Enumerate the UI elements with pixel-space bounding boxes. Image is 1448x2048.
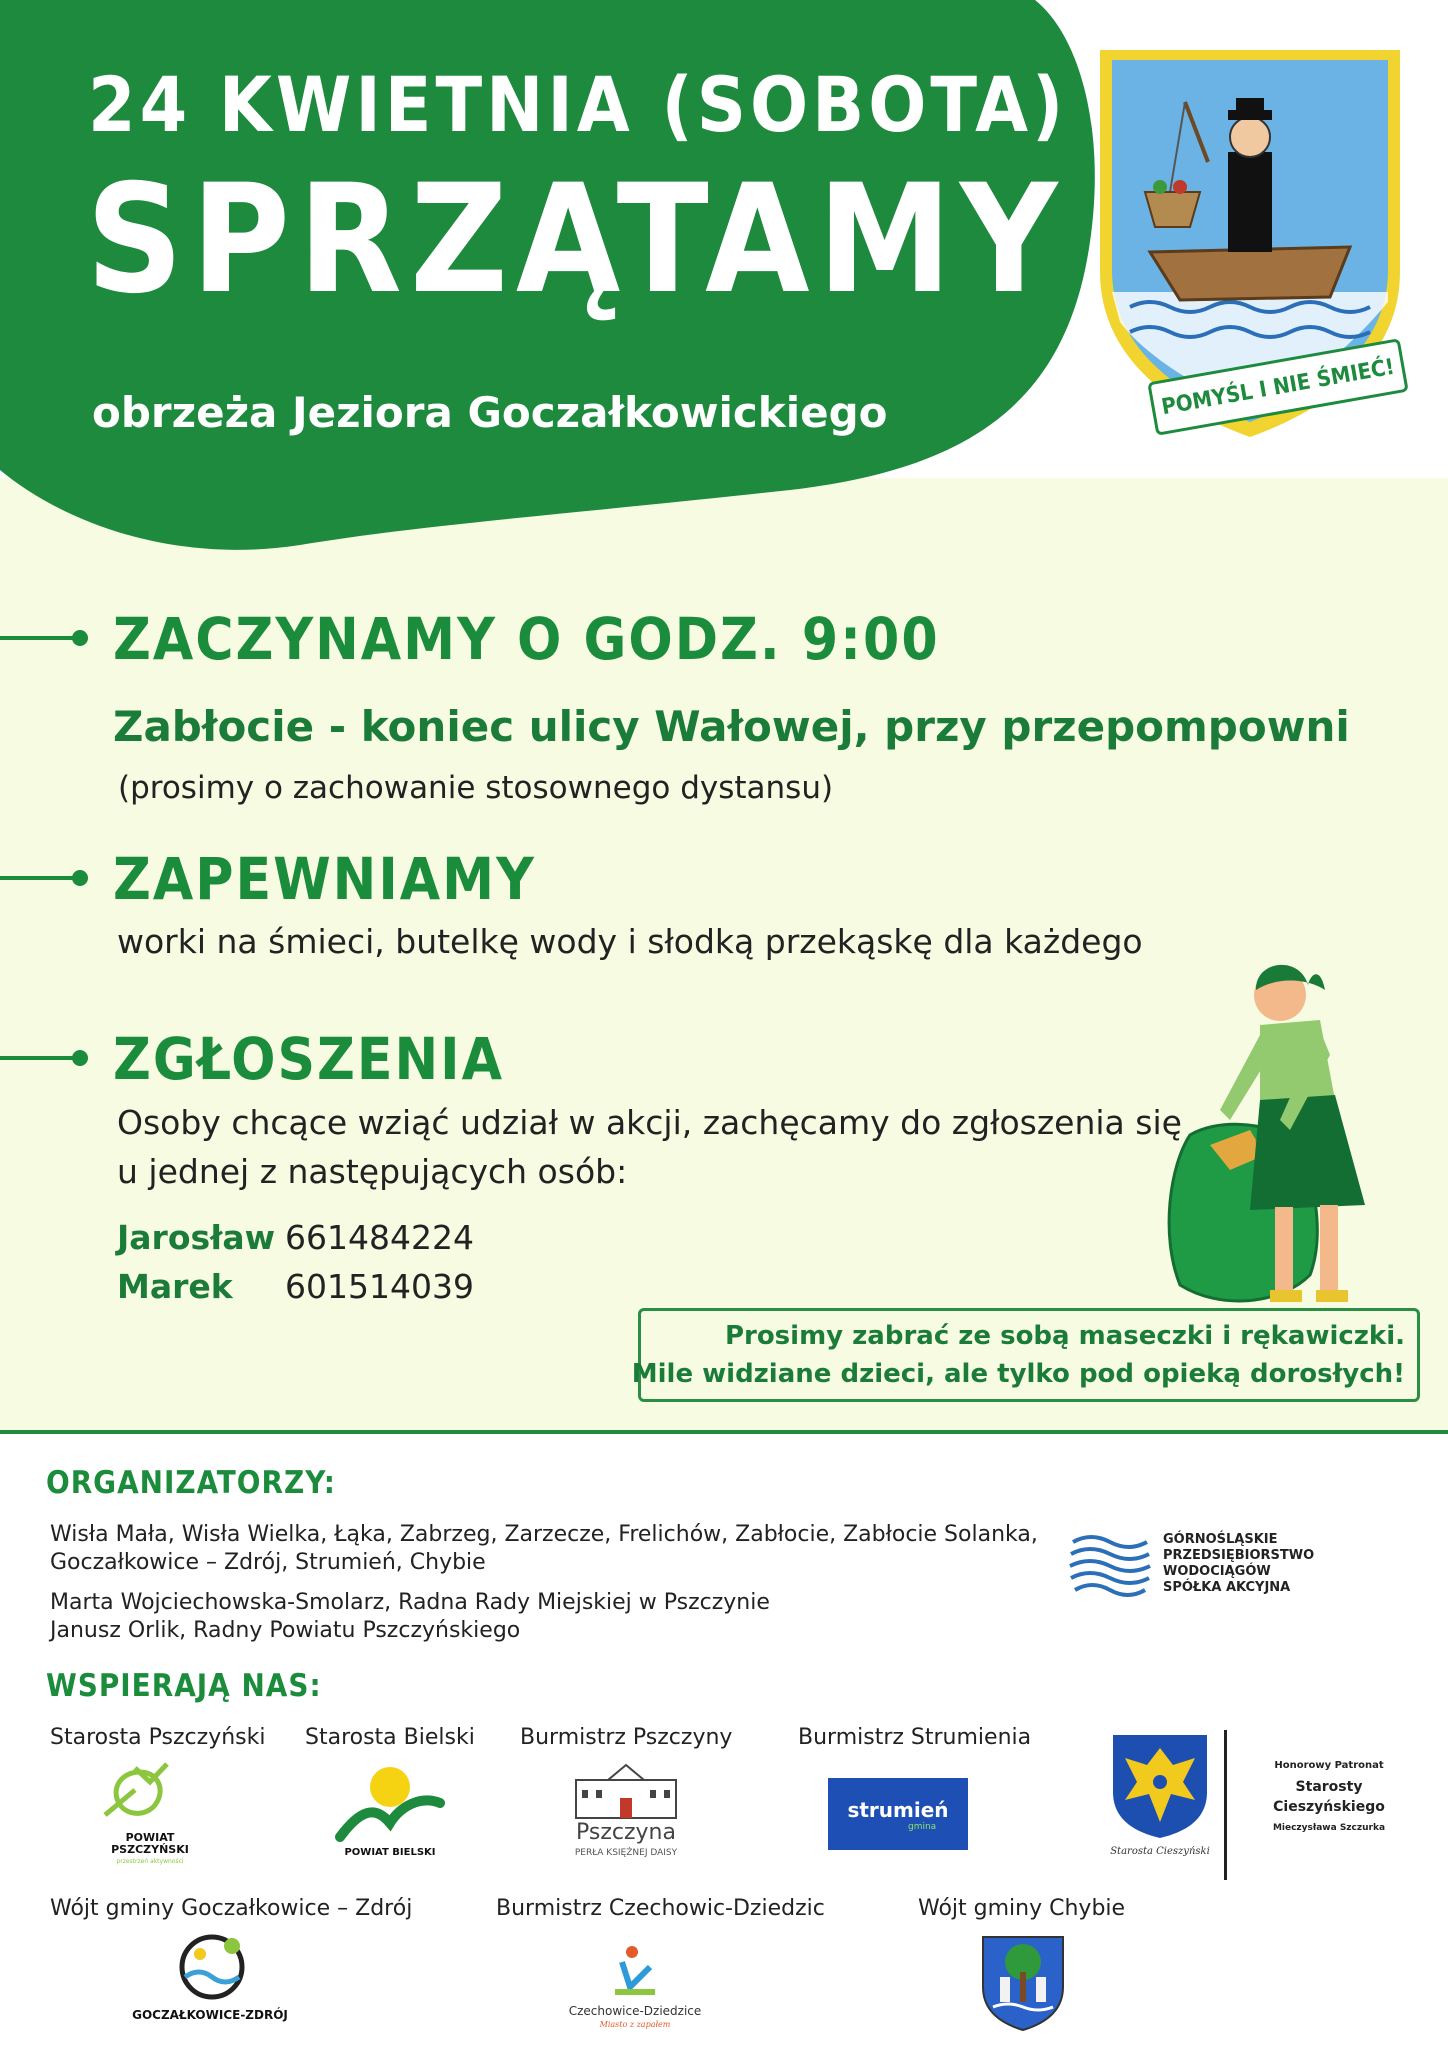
organizers-heading: ORGANIZATORZY: <box>46 1465 336 1501</box>
patronage-text: Honorowy Patronat <box>1274 1760 1384 1771</box>
sun-mountain-icon <box>335 1765 445 1845</box>
organizers-line: Janusz Orlik, Radny Powiatu Pszczyńskiego <box>50 1618 521 1643</box>
logo-text: POWIAT BIELSKI <box>344 1847 436 1858</box>
info-line-children: Mile widziane dzieci, ale tylko pod opieką dorosłych! <box>631 1359 1405 1389</box>
supporter-label: Burmistrz Czechowic-Dziedzic <box>496 1896 825 1921</box>
event-title: SPRZĄTAMY <box>86 153 1066 327</box>
info-box <box>631 1308 1420 1402</box>
supporter-label: Wójt gminy Chybie <box>918 1896 1126 1921</box>
chybie-crest-icon <box>978 1932 1068 2032</box>
signup-line2: u jednej z następujących osób: <box>117 1152 628 1191</box>
supporter-label: Burmistrz Strumienia <box>798 1725 1032 1750</box>
organizers-line: Goczałkowice – Zdrój, Strumień, Chybie <box>50 1550 486 1575</box>
czechowice-logo <box>560 1942 710 2042</box>
bullet-provide <box>0 868 90 888</box>
organizers-line: Wisła Mała, Wisła Wielka, Łąka, Zabrzeg, Zarzecze, Frelichów, Zabłocie, Zabłocie Solanka, <box>50 1522 1038 1547</box>
patronage-signature: Starosta Cieszyński <box>1110 1846 1210 1857</box>
contact-name: Jarosław <box>117 1218 276 1257</box>
logo-text: gmina <box>908 1822 937 1832</box>
info-line-masks: Prosimy zabrać ze sobą maseczki i rękawiczki. <box>724 1321 1405 1351</box>
logo-text: POWIAT <box>125 1831 175 1844</box>
logo-text: PSZCZYŃSKI <box>111 1843 189 1856</box>
organizers-line: Marta Wojciechowska-Smolarz, Radna Rady Miejskiej w Pszczynie <box>50 1590 770 1615</box>
footer-divider <box>0 1430 1448 1434</box>
gpw-logo-text: SPÓŁKA AKCYJNA <box>1163 1580 1291 1595</box>
priest-emblem <box>1090 42 1410 442</box>
woman-with-trash-bag-illustration <box>1160 935 1420 1315</box>
contact-name: Marek <box>117 1267 233 1306</box>
contact-phone[interactable]: 601514039 <box>285 1267 474 1306</box>
event-subtitle: obrzeża Jeziora Goczałkowickiego <box>92 388 888 437</box>
patronage-text: Cieszyńskiego <box>1273 1799 1385 1815</box>
gpw-logo-text: WODOCIĄGÓW <box>1163 1564 1271 1579</box>
signup-line1: Osoby chcące wziąć udział w akcji, zachęcamy do zgłoszenia się <box>117 1103 1182 1142</box>
patronage-text: Mieczysława Szczurka <box>1272 1823 1386 1833</box>
contact-phone[interactable]: 661484224 <box>285 1218 474 1257</box>
logo-text: GOCZAŁKOWICE-ZDRÓJ <box>132 2008 288 2022</box>
provide-heading: ZAPEWNIAMY <box>113 845 536 913</box>
castle-icon <box>568 1760 684 1820</box>
start-heading: ZACZYNAMY O GODZ. 9:00 <box>113 605 940 673</box>
pszczyna-logo <box>568 1760 684 1865</box>
logo-text: Miasto z zapałem <box>599 2020 671 2029</box>
logo-text: przestrzeń aktywności <box>116 1858 184 1865</box>
provide-text: worki na śmieci, butelkę wody i słodką przekąskę dla każdego <box>117 922 1143 961</box>
logo-text: strumień <box>847 1798 949 1822</box>
patronage-divider <box>1224 1730 1227 1880</box>
patronage-text: Starosty <box>1295 1779 1363 1795</box>
bullet-signup <box>0 1048 90 1068</box>
gpw-logo-text: PRZEDSIĘBIORSTWO <box>1163 1548 1315 1563</box>
supporter-label: Burmistrz Pszczyny <box>520 1725 733 1750</box>
gpw-logo <box>1065 1520 1325 1605</box>
start-location: Zabłocie - koniec ulicy Wałowej, przy przepompowni <box>113 702 1350 751</box>
emblem-stamp-text: POMYŚL I NIE ŚMIEĆ! <box>1159 354 1397 420</box>
gpw-logo-text: GÓRNOŚLĄSKIE <box>1163 1532 1278 1547</box>
goczalkowice-emblem-icon <box>120 1932 300 2002</box>
cieszyn-patronage <box>1100 1730 1430 1880</box>
start-note: (prosimy o zachowanie stosownego dystansu) <box>118 770 834 806</box>
strumien-logo <box>828 1778 968 1850</box>
water-waves-icon <box>1065 1520 1155 1605</box>
goczalkowice-logo <box>120 1932 300 2032</box>
logo-text: PERŁA KSIĘŻNEJ DAISY <box>574 1848 678 1858</box>
supporter-label: Starosta Bielski <box>305 1725 475 1750</box>
eagle-crest-icon <box>1105 1730 1215 1840</box>
supporters-heading: WSPIERAJĄ NAS: <box>46 1668 322 1704</box>
signup-heading: ZGŁOSZENIA <box>113 1025 504 1093</box>
czechowice-emblem-icon <box>560 1942 710 2002</box>
event-date: 24 KWIETNIA (SOBOTA) <box>88 60 1068 149</box>
powiat-pszczynski-emblem-icon <box>95 1760 205 1830</box>
powiat-pszczynski-logo <box>95 1760 205 1870</box>
supporter-label: Starosta Pszczyński <box>50 1725 266 1750</box>
supporter-label: Wójt gminy Goczałkowice – Zdrój <box>50 1896 413 1921</box>
logo-text: Pszczyna <box>576 1820 676 1845</box>
bullet-start <box>0 628 90 648</box>
powiat-bielski-logo <box>335 1765 445 1865</box>
logo-text: Czechowice-Dziedzice <box>568 2004 702 2018</box>
